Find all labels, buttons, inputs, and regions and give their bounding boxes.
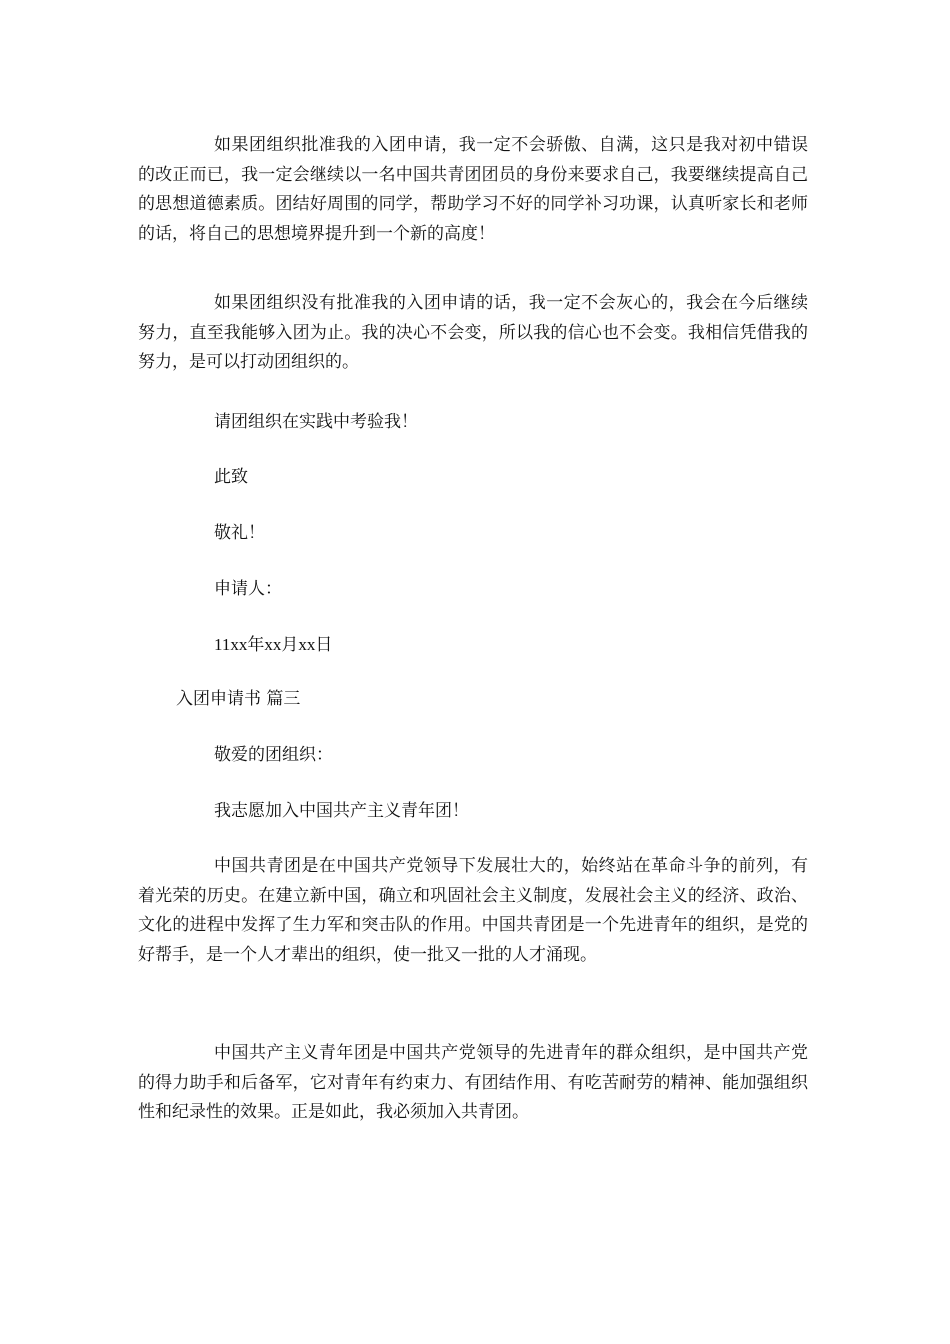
paragraph-rejection: 如果团组织没有批准我的入团申请的话，我一定不会灰心的，我会在今后继续努力，直至我能够入团为止。我的决心不会变，所以我的信心也不会变。我相信凭借我的努力，是可以打动团组织的。 (138, 293, 808, 372)
closing-cizhi: 此致 (214, 467, 248, 487)
salutation: 敬爱的团组织： (214, 745, 333, 765)
paragraph-league-role: 中国共产主义青年团是中国共产党领导的先进青年的群众组织，是中国共产党的得力助手和后备军，它对青年有约束力、有团结作用、有吃苦耐劳的精神、能加强组织性和纪录性的效果。正是如此，我必须加入共青团。 (138, 1043, 808, 1122)
paragraph-volunteer: 我志愿加入中国共产主义青年团！ (214, 801, 469, 821)
paragraph-approval: 如果团组织批准我的入团申请，我一定不会骄傲、自满，这只是我对初中错误的改正而已，我一定会继续以一名中国共青团团员的身份来要求自己，我要继续提高自己的思想道德素质。团结好周围的同学，帮助学习不好的同学补习功课，认真听家长和老师的话，将自己的思想境界提升到一个新的高度！ (138, 135, 808, 244)
application-date: 11xx年xx月xx日 (214, 635, 333, 654)
paragraph-test-me: 请团组织在实践中考验我！ (214, 412, 418, 432)
section-title: 入团申请书 篇三 (176, 689, 301, 709)
applicant-label: 申请人： (214, 579, 282, 599)
paragraph-league-history: 中国共青团是在中国共产党领导下发展壮大的，始终站在革命斗争的前列，有着光荣的历史。在建立新中国，确立和巩固社会主义制度，发展社会主义的经济、政治、文化的进程中发挥了生力军和突击队的作用。中国共青团是一个先进青年的组织，是党的好帮手，是一个人才辈出的组织，使一批又一批的人才涌现。 (138, 856, 808, 965)
closing-jingli: 敬礼！ (214, 523, 265, 543)
